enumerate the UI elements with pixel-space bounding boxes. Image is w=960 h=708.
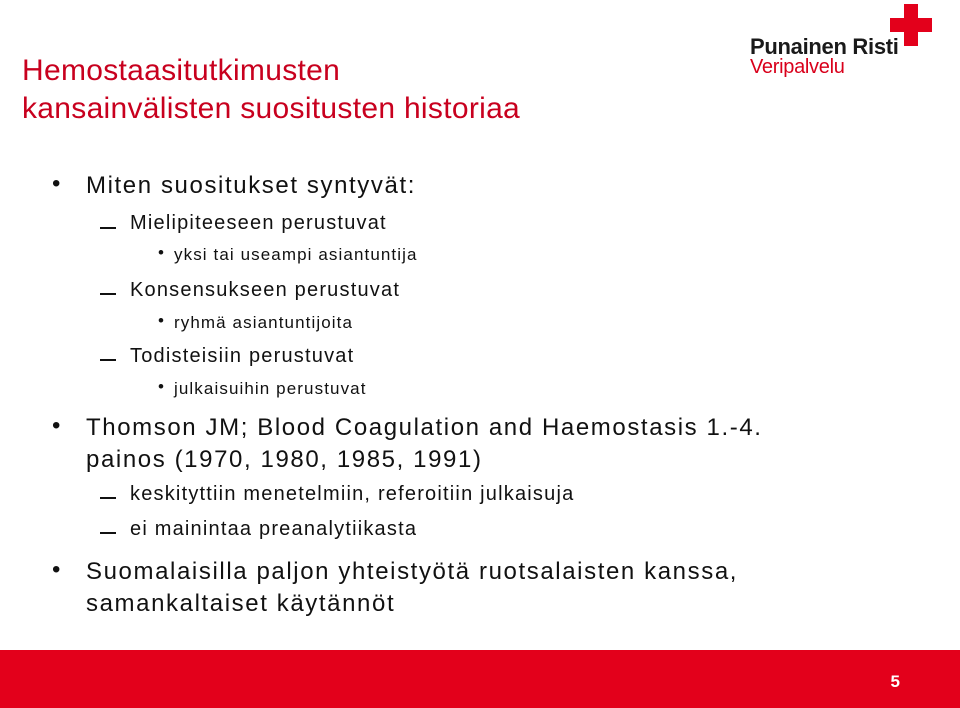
logo-subname: Veripalvelu [750,56,845,78]
bullet-icon: • [158,377,166,396]
title-line-1: Hemostaasitutkimusten [22,54,341,87]
sub-bullet-text: Mielipiteeseen perustuvat [130,212,387,234]
bullet-icon: • [52,412,63,439]
sub-bullet-text: keskityttiin menetelmiin, referoitiin julkaisuja [130,483,575,505]
bullet-text-line-2: painos (1970, 1980, 1985, 1991) [86,446,483,473]
bullet-text: Miten suositukset syntyvät: [86,172,416,199]
sub-sub-bullet-text: yksi tai useampi asiantuntija [174,245,418,264]
bullet-icon: • [52,556,63,583]
footer-bar [0,650,960,708]
title-line-2: kansainvälisten suositusten historiaa [22,92,521,125]
bullet-text-line-1: Thomson JM; Blood Coagulation and Haemostasis 1.-4. [86,414,763,441]
dash-icon [100,293,116,295]
page-number: 5 [890,672,900,691]
sub-sub-bullet-text: julkaisuihin perustuvat [174,379,367,398]
dash-icon [100,532,116,534]
logo-name: Punainen Risti [750,34,899,59]
dash-icon [100,227,116,229]
bullet-icon: • [158,311,166,330]
bullet-icon: • [158,243,166,262]
dash-icon [100,359,116,361]
sub-sub-bullet-text: ryhmä asiantuntijoita [174,313,354,332]
sub-bullet-text: Todisteisiin perustuvat [130,345,355,367]
bullet-icon: • [52,170,63,197]
sub-bullet-text: Konsensukseen perustuvat [130,279,401,301]
sub-bullet-text: ei mainintaa preanalytiikasta [130,518,418,540]
bullet-text-line-1: Suomalaisilla paljon yhteistyötä ruotsalaisten kanssa, [86,558,739,585]
bullet-text-line-2: samankaltaiset käytännöt [86,590,396,617]
dash-icon [100,497,116,499]
